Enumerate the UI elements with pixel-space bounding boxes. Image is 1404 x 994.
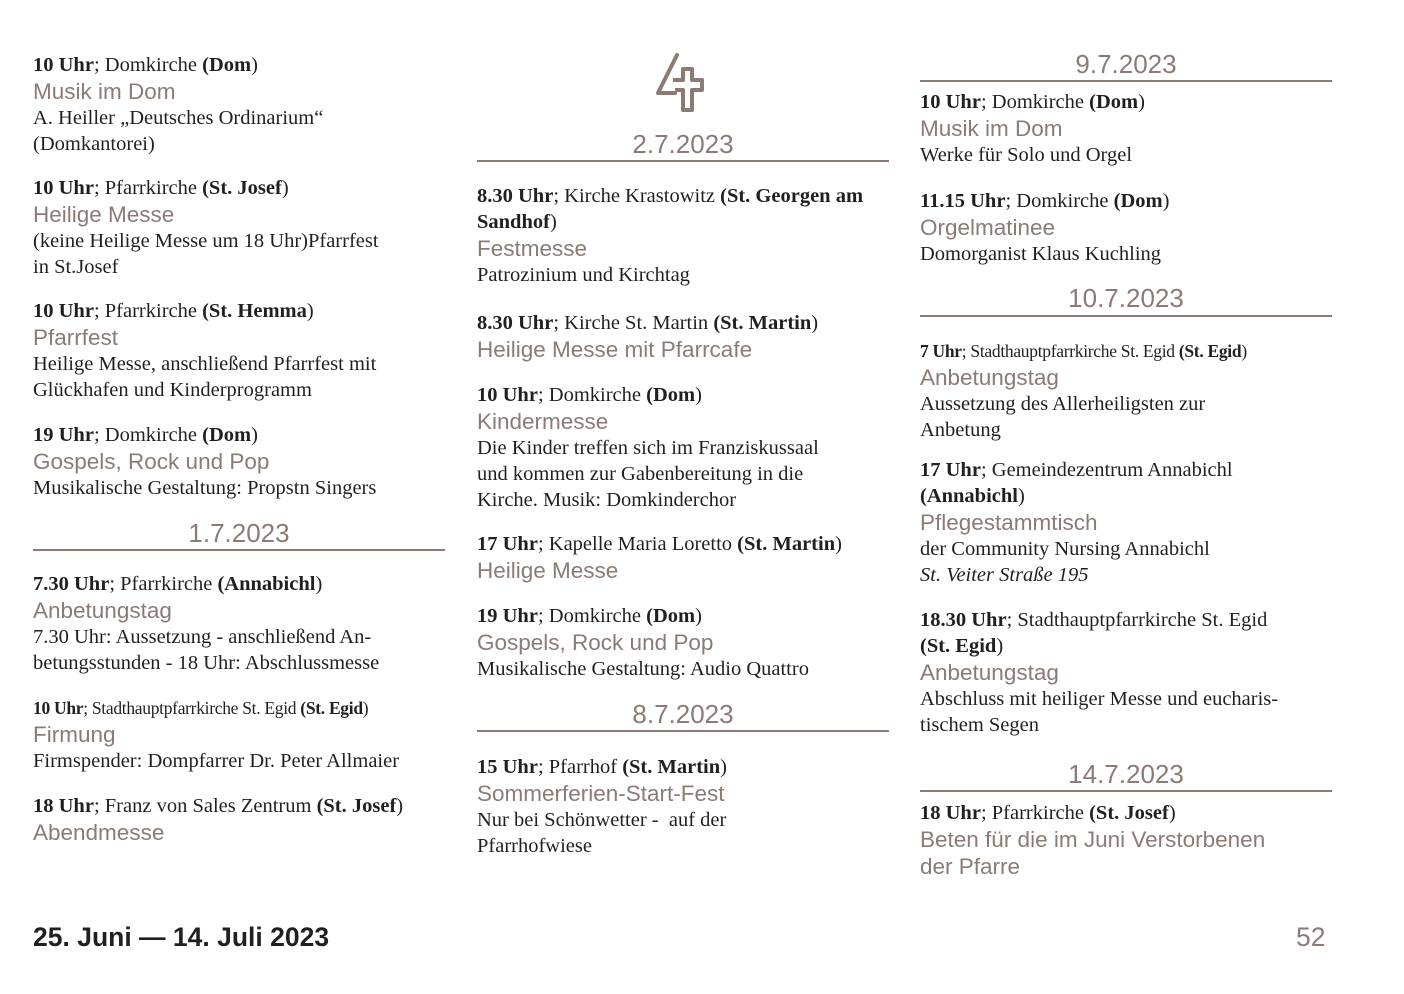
- event-parish: Annabichl: [224, 573, 316, 595]
- date-divider: [920, 790, 1332, 792]
- event: [33, 793, 445, 846]
- event-place: Pfarrhof: [548, 756, 623, 778]
- event: [33, 52, 445, 157]
- event-title: Musik im Dom: [33, 79, 176, 104]
- event-title: Heilige Messe mit Pfarrcafe: [477, 337, 753, 362]
- event-parish: Dom: [652, 384, 696, 406]
- event-time: 18.30 Uhr: [920, 609, 1007, 631]
- event-place: Domkirche: [991, 91, 1090, 113]
- event-parish: St. Josef: [323, 795, 397, 817]
- event-place: Gemeindezentrum Annabichl: [991, 459, 1233, 481]
- event-place: Stadthauptpfarrkirche St. Egid: [91, 698, 301, 718]
- event-parish: St. Egid: [1184, 341, 1242, 361]
- event-parish: St. Martin: [744, 533, 836, 555]
- event-parish: Dom: [208, 424, 252, 446]
- event-time: 18 Uhr: [33, 795, 94, 817]
- event-header: 7.30 Uhr; Pfarrkirche (Annabichl): [33, 573, 323, 595]
- event-description: in St.Josef: [33, 256, 119, 278]
- event-place: Stadthauptpfarrkirche St. Egid: [970, 341, 1179, 361]
- event-time: 17 Uhr: [477, 533, 538, 555]
- event-header: 19 Uhr; Domkirche (Dom): [477, 605, 702, 627]
- event-header: 10 Uhr; Domkirche (Dom): [920, 91, 1145, 113]
- date-range: 25. Juni — 14. Juli 2023: [33, 922, 330, 952]
- event-description: Glückhafen und Kinderprogramm: [33, 379, 312, 401]
- event: [920, 338, 1332, 443]
- event-header-cont: (St. Egid): [920, 635, 1004, 657]
- date-heading: 8.7.2023: [632, 699, 734, 729]
- event-place: Domkirche: [548, 605, 647, 627]
- event-description: Abschluss mit heiliger Messe und eucharis-: [920, 688, 1279, 710]
- event-description: Heilige Messe, anschließend Pfarrfest mit: [33, 353, 377, 375]
- event-header: 8.30 Uhr; Kirche St. Martin (St. Martin): [477, 312, 819, 334]
- event-time: 10 Uhr: [33, 54, 94, 76]
- event-time: 10 Uhr: [920, 91, 981, 113]
- event-title: Firmung: [33, 722, 116, 747]
- date-heading: 9.7.2023: [1075, 49, 1177, 79]
- event-place: Domkirche: [1016, 190, 1114, 212]
- date-divider: [920, 315, 1332, 317]
- event: [477, 531, 889, 584]
- event-description: der Community Nursing Annabichl: [920, 538, 1210, 560]
- event-description: 7.30 Uhr: Aussetzung - anschließend An-: [33, 626, 372, 648]
- event-title: Gospels, Rock und Pop: [477, 630, 714, 655]
- event-time: 10 Uhr: [477, 384, 538, 406]
- date-heading: 2.7.2023: [632, 129, 734, 159]
- event-title: Heilige Messe: [477, 558, 619, 583]
- event-parish: St. Martin: [629, 756, 721, 778]
- date-heading: 1.7.2023: [188, 518, 290, 548]
- event-title: Anbetungstag: [920, 365, 1059, 390]
- event-title: Pfarrfest: [33, 325, 119, 350]
- event-time: 15 Uhr: [477, 756, 538, 778]
- event: [920, 607, 1332, 738]
- event-place: Pfarrkirche: [104, 177, 203, 199]
- event: [920, 89, 1332, 168]
- event-place: Pfarrkirche: [991, 802, 1090, 824]
- event-title: Anbetungstag: [33, 598, 172, 623]
- event-header: 17 Uhr; Kapelle Maria Loretto (St. Martin): [477, 533, 842, 555]
- event-description: Pfarrhofwiese: [477, 835, 592, 857]
- event-description: Musikalische Gestaltung: Propstn Singers: [33, 477, 377, 499]
- event-place: Domkirche: [104, 54, 203, 76]
- event-header: 10 Uhr; Pfarrkirche (St. Josef): [33, 177, 289, 199]
- event-header: 15 Uhr; Pfarrhof (St. Martin): [477, 756, 727, 778]
- date-heading: 10.7.2023: [1068, 283, 1184, 313]
- event-header: 17 Uhr; Gemeindezentrum Annabichl: [920, 459, 1233, 481]
- page-number: 52: [1296, 922, 1326, 952]
- event-place: Domkirche: [548, 384, 647, 406]
- event-description: Anbetung: [920, 419, 1001, 441]
- event-parish: St. Georgen am Sandhof: [477, 185, 864, 233]
- event-parish: Dom: [208, 54, 252, 76]
- event-time: 17 Uhr: [920, 459, 981, 481]
- event-header: 10 Uhr; Pfarrkirche (St. Hemma): [33, 300, 314, 322]
- event-parish: St. Egid: [926, 635, 997, 657]
- event-place: Domkirche: [104, 424, 203, 446]
- event-title: Anbetungstag: [920, 660, 1059, 685]
- event: [33, 695, 445, 774]
- event: [920, 800, 1332, 880]
- date-divider: [920, 80, 1332, 82]
- event-parish: Annabichl: [926, 485, 1018, 507]
- event: [33, 571, 445, 676]
- event-place: Franz von Sales Zentrum: [104, 795, 317, 817]
- event-description: Firmspender: Dompfarrer Dr. Peter Allmaier: [33, 750, 400, 772]
- event-description: Werke für Solo und Orgel: [920, 144, 1133, 166]
- event-description: Aussetzung des Allerheiligsten zur: [920, 393, 1206, 415]
- event-description: tischem Segen: [920, 714, 1039, 736]
- event-place: Kirche St. Martin: [564, 312, 714, 334]
- event-time: 8.30 Uhr: [477, 312, 554, 334]
- event-time: 19 Uhr: [33, 424, 94, 446]
- four-cross-logo-icon: [655, 52, 707, 114]
- event: [33, 175, 445, 280]
- event-time: 7.30 Uhr: [33, 573, 110, 595]
- event: [33, 422, 445, 501]
- event-address: St. Veiter Straße 195: [920, 564, 1089, 586]
- event-description: und kommen zur Gabenbereitung in die: [477, 463, 804, 485]
- event-parish: St. Martin: [720, 312, 812, 334]
- date-divider: [477, 160, 889, 162]
- date-heading: 14.7.2023: [1068, 759, 1184, 789]
- event: [477, 754, 889, 859]
- event-time: 11.15 Uhr: [920, 190, 1006, 212]
- event: [477, 310, 889, 363]
- event-header-cont: (Annabichl): [920, 485, 1025, 507]
- event-time: 10 Uhr: [33, 698, 84, 718]
- event-description: betungsstunden - 18 Uhr: Abschlussmesse: [33, 652, 380, 674]
- event-parish: Dom: [652, 605, 696, 627]
- event-header: 10 Uhr; Stadthauptpfarrkirche St. Egid (St. Egid): [33, 698, 369, 718]
- event-parish: St. Josef: [208, 177, 282, 199]
- event-title: Heilige Messe: [33, 202, 175, 227]
- event-title: Pflegestammtisch: [920, 510, 1098, 535]
- event-description: A. Heiller „Deutsches Ordinarium“: [33, 107, 324, 129]
- event-place: Kirche Krastowitz: [564, 185, 721, 207]
- event-description: Nur bei Schönwetter - auf der: [477, 809, 727, 831]
- event-header: 10 Uhr; Domkirche (Dom): [477, 384, 702, 406]
- event-header: 19 Uhr; Domkirche (Dom): [33, 424, 258, 446]
- event-description: Die Kinder treffen sich im Franziskussaal: [477, 437, 819, 459]
- event-parish: Dom: [1095, 91, 1139, 113]
- event: [477, 603, 889, 682]
- event: [920, 457, 1332, 588]
- event-parish: St. Josef: [1095, 802, 1169, 824]
- date-divider: [33, 549, 445, 551]
- event-description: (keine Heilige Messe um 18 Uhr)Pfarrfest: [33, 230, 379, 252]
- event: [920, 188, 1332, 267]
- event-place: Pfarrkirche: [104, 300, 203, 322]
- event-parish: St. Hemma: [208, 300, 307, 322]
- event-place: Pfarrkirche: [120, 573, 218, 595]
- event-title: Festmesse: [477, 236, 588, 261]
- event-description: Patrozinium und Kirchtag: [477, 264, 690, 286]
- event-header: 18 Uhr; Franz von Sales Zentrum (St. Josef): [33, 795, 404, 817]
- event-place: Stadthauptpfarrkirche St. Egid: [1017, 609, 1268, 631]
- event-time: 8.30 Uhr: [477, 185, 554, 207]
- event-parish: St. Egid: [305, 698, 363, 718]
- event-title: Orgelmatinee: [920, 215, 1056, 240]
- event-title: Beten für die im Juni Verstorbenen: [920, 827, 1266, 852]
- event-time: 18 Uhr: [920, 802, 981, 824]
- event-time: 10 Uhr: [33, 177, 94, 199]
- event-title: Abendmesse: [33, 820, 165, 845]
- event-time: 7 Uhr: [920, 341, 962, 361]
- event-title-cont: der Pfarre: [920, 854, 1021, 879]
- event-title: Musik im Dom: [920, 116, 1063, 141]
- event-description: (Domkantorei): [33, 133, 155, 155]
- event-parish: Dom: [1120, 190, 1163, 212]
- event-header: 10 Uhr; Domkirche (Dom): [33, 54, 258, 76]
- event-title: Sommerferien-Start-Fest: [477, 781, 725, 806]
- event-title: Gospels, Rock und Pop: [33, 449, 270, 474]
- event-time: 19 Uhr: [477, 605, 538, 627]
- event-time: 10 Uhr: [33, 300, 94, 322]
- date-divider: [477, 730, 889, 732]
- event-title: Kindermesse: [477, 409, 609, 434]
- event: [33, 298, 445, 403]
- event-header: 18.30 Uhr; Stadthauptpfarrkirche St. Egid: [920, 609, 1268, 631]
- event: [477, 382, 889, 513]
- event-description: Domorganist Klaus Kuchling: [920, 243, 1162, 265]
- event-header: 8.30 Uhr; Kirche Krastowitz (St. Georgen am Sandhof): [477, 185, 864, 233]
- event-header: 7 Uhr; Stadthauptpfarrkirche St. Egid (St. Egid): [920, 341, 1247, 361]
- event-description: Kirche. Musik: Domkinderchor: [477, 489, 737, 511]
- event-header: 11.15 Uhr; Domkirche (Dom): [920, 190, 1170, 212]
- event-header: 18 Uhr; Pfarrkirche (St. Josef): [920, 802, 1176, 824]
- event: [477, 183, 889, 288]
- event-place: Kapelle Maria Loretto: [548, 533, 738, 555]
- event-description: Musikalische Gestaltung: Audio Quattro: [477, 658, 809, 680]
